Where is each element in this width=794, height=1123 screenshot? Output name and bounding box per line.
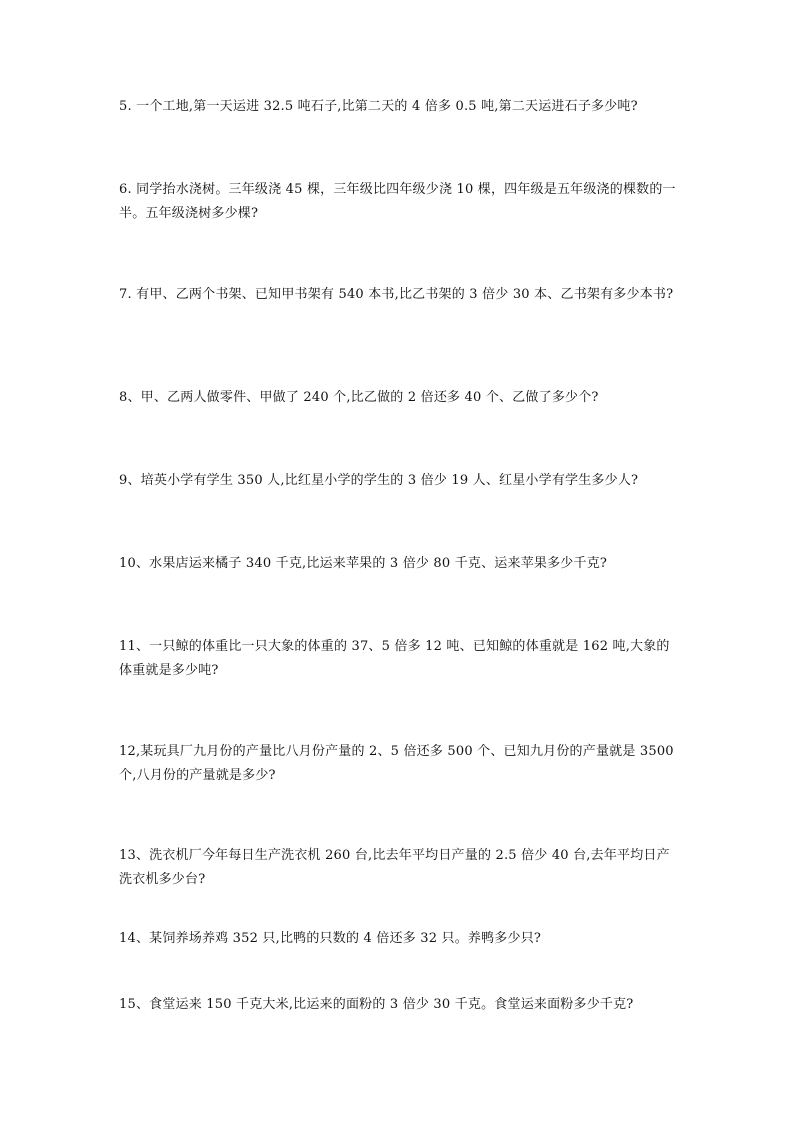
problem-9: 9、培英小学有学生 350 人,比红星小学的学生的 3 倍少 19 人、红星小学有学生多少人?	[119, 473, 639, 488]
problem-6: 6. 同学抬水浇树。三年级浇 45 棵，三年级比四年级少浇 10 棵，四年级是五年级浇的棵数的一半。五年级浇树多少棵?	[119, 182, 676, 221]
problem-15: 15、食堂运来 150 千克大米,比运来的面粉的 3 倍少 30 千克。食堂运来面粉多少千克?	[119, 997, 634, 1012]
problem-5: 5. 一个工地,第一天运进 32.5 吨石子,比第二天的 4 倍多 0.5 吨,第二天运进石子多少吨?	[119, 99, 638, 114]
problem-7: 7. 有甲、乙两个书架、已知甲书架有 540 本书,比乙书架的 3 倍少 30 本、乙书架有多少本书?	[119, 287, 674, 302]
problem-10: 10、水果店运来橘子 340 千克,比运来苹果的 3 倍少 80 千克、运来苹果多少千克?	[119, 556, 608, 571]
problem-11: 11、一只鲸的体重比一只大象的体重的 37、5 倍多 12 吨、已知鲸的体重就是 162 吨,大象的体重就是多少吨?	[119, 639, 670, 678]
problem-14: 14、某饲养场养鸡 352 只,比鸭的只数的 4 倍还多 32 只。养鸭多少只?	[119, 931, 542, 946]
problem-8: 8、甲、乙两人做零件、甲做了 240 个,比乙做的 2 倍还多 40 个、乙做了多少个?	[119, 390, 599, 405]
problem-13: 13、洗衣机厂今年每日生产洗衣机 260 台,比去年平均日产量的 2.5 倍少 40 台,去年平均日产洗衣机多少台?	[119, 848, 670, 887]
problem-12: 12,某玩具厂九月份的产量比八月份产量的 2、5 倍还多 500 个、已知九月份的产量就是 3500 个,八月份的产量就是多少?	[119, 744, 674, 783]
